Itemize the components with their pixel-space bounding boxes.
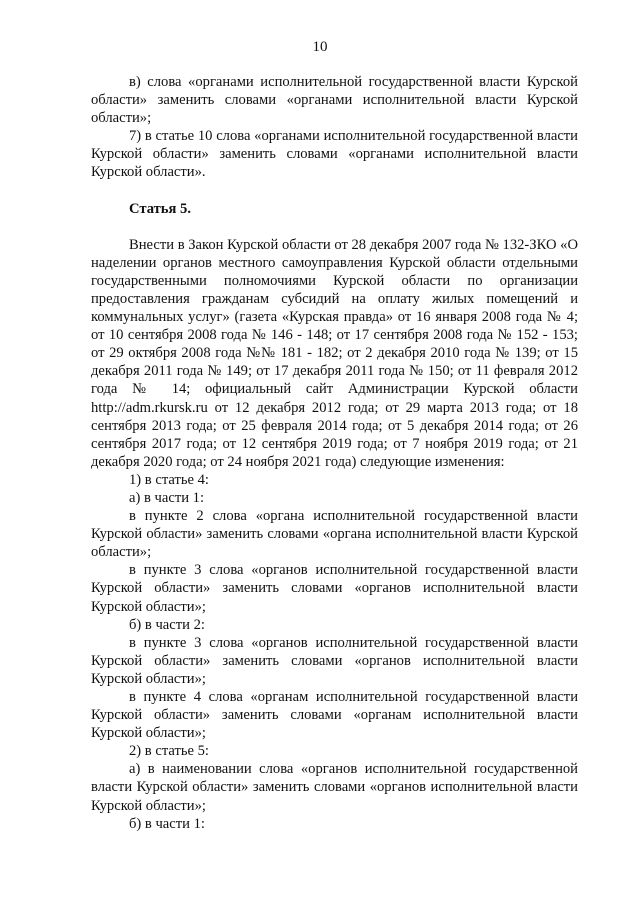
paragraph-punkt-2: в пункте 2 слова «органа исполнительной государственной власти Курской области» заменить словами «органа исполнительной власти Курской области»;: [91, 508, 578, 561]
paragraph-punkt-4: в пункте 4 слова «органам исполнительной государственной власти Курской области» заменить словами «органам исполнительной власти Курской области»;: [91, 689, 578, 742]
paragraph-punkt-3-b: в пункте 3 слова «органов исполнительной государственной власти Курской области» заменить словами «органов исполнительной власти Курской области»;: [91, 634, 578, 687]
paragraph-amendment-v: в) слова «органами исполнительной государственной власти Курской области» заменить словами «органами исполнительной власти Курской области»;: [91, 74, 578, 127]
paragraph-intro: Внести в Закон Курской области от 28 декабря 2007 года № 132-ЗКО «О наделении органов местного самоуправления Курской области отдельными государственными полномочиями Курской области по организации предоставления гражданам субсидий на оплату жилых помещений и коммунальных услуг» (газета «Курская правда» от 16 января 2008 года № 4; от 10 сентября 2008 года № 146 - 148; от 17 сентября 2008 года № 152 - 153; от 29 октября 2008 года №№ 181 - 182; от 2 декабря 2010 года № 139; от 15 декабря 2011 года № 149; от 17 декабря 2011 года № 150; от 11 февраля 2012 года № 14; официальный сайт Администрации Курской области http://adm.rkursk.ru от 12 декабря 2012 года; от 29 марта 2013 года; от 18 сентября 2013 года; от 25 февраля 2014 года; от 5 декабря 2014 года; от 26 сентября 2017 года; от 12 сентября 2019 года; от 7 ноября 2019 года; от 21 декабря 2020 года; от 24 ноября 2021 года) следующие изменения:: [91, 236, 578, 470]
paragraph-punkt-3: в пункте 3 слова «органов исполнительной государственной власти Курской области» заменить словами «органов исполнительной власти Курской области»;: [91, 562, 578, 615]
article-heading: Статья 5.: [129, 200, 191, 217]
paragraph-amendment-7: 7) в статье 10 слова «органами исполнительной государственной власти Курской области» заменить словами «органами исполнительной власти Курской области».: [91, 128, 578, 181]
paragraph-item-1b: б) в части 2:: [129, 616, 205, 633]
spacer: [91, 182, 578, 200]
spacer: [91, 218, 578, 236]
paragraph-item-1a: а) в части 1:: [129, 489, 205, 506]
document-body: [91, 73, 578, 833]
paragraph-item-2: 2) в статье 5:: [129, 743, 209, 760]
page-number: 10: [312, 39, 328, 55]
paragraph-item-1: 1) в статье 4:: [129, 471, 209, 488]
paragraph-item-2a: а) в наименовании слова «органов исполнительной государственной власти Курской области» заменить словами «органов исполнительной власти Курской области»;: [91, 761, 578, 814]
paragraph-item-2b: б) в части 1:: [129, 815, 205, 832]
